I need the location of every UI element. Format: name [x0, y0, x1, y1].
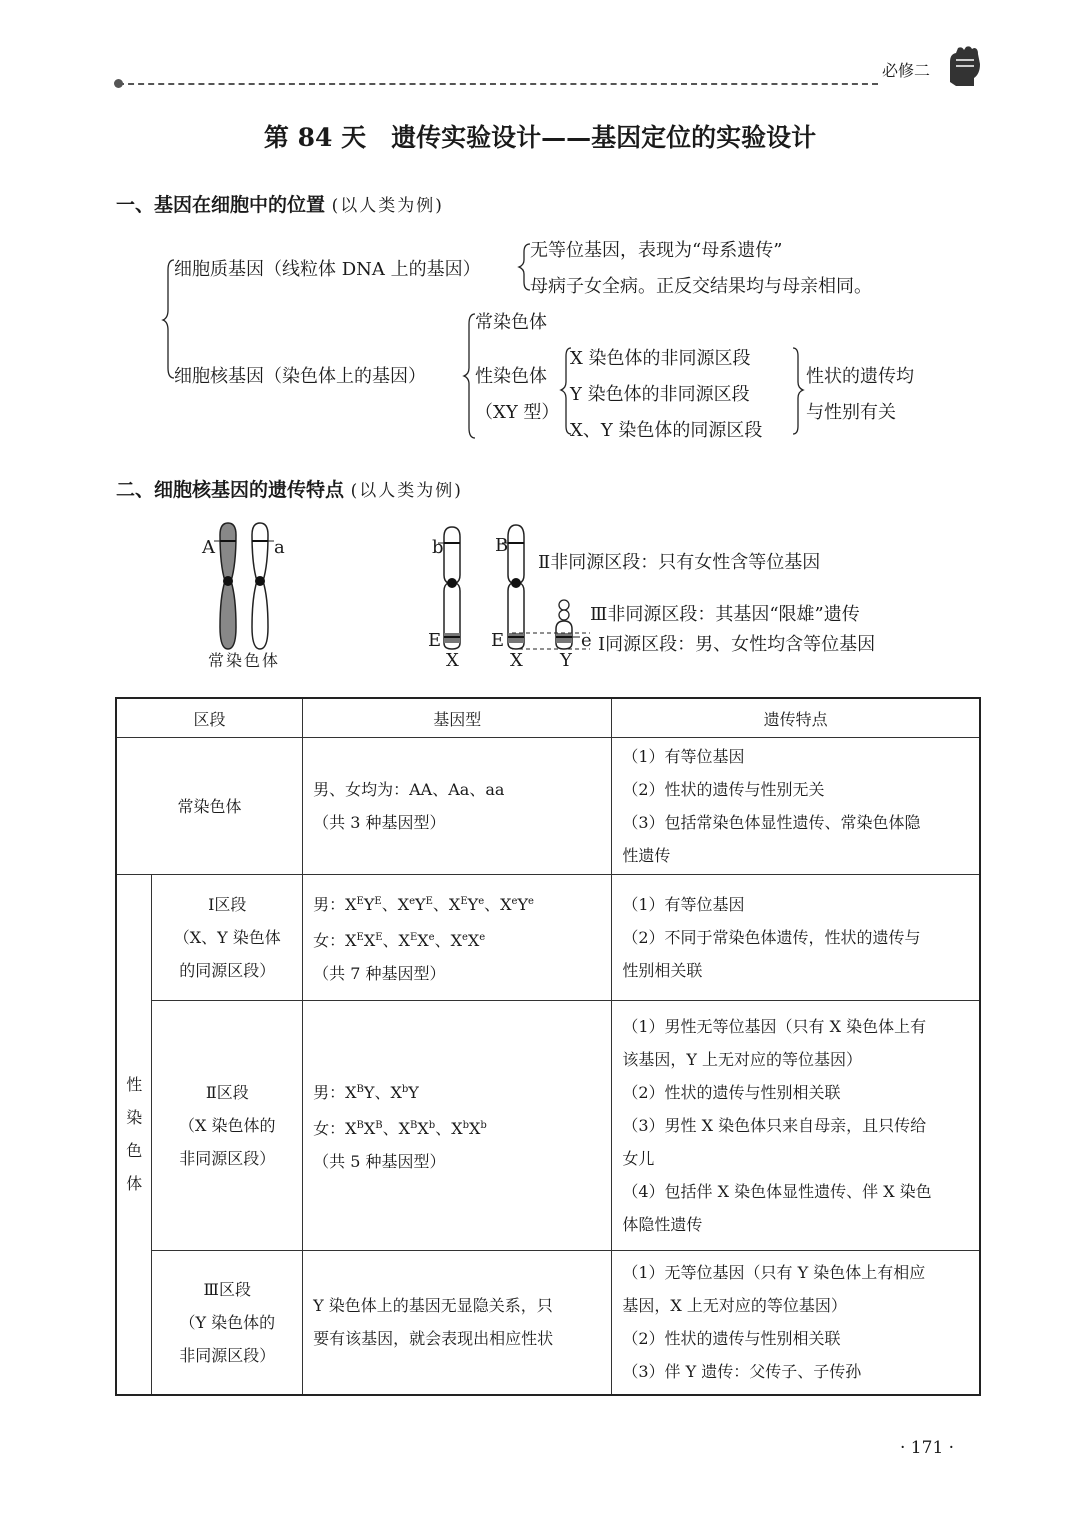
inheritance-table	[115, 697, 981, 1396]
feature-line: 女儿	[622, 1149, 655, 1168]
segment-2-genotype	[303, 1001, 612, 1251]
fist-icon	[944, 44, 982, 88]
genotype-line: Y 染色体上的基因无显隐关系，只	[313, 1296, 553, 1316]
feature-line: （3）男性 X 染色体只来自母亲，且只传给	[622, 1116, 927, 1135]
male-prefix: 男：	[313, 1083, 346, 1102]
feature-line: 该基因，Y 上无对应的等位基因）	[622, 1050, 863, 1069]
female-prefix: 女：	[313, 1119, 346, 1138]
segment-2-name	[152, 1001, 303, 1251]
name-line: （X 染色体的	[179, 1116, 276, 1135]
female-prefix: 女：	[313, 931, 346, 950]
segment-1-count: （共 7 种基因型）	[313, 964, 446, 983]
name-line: 非同源区段）	[179, 1149, 276, 1168]
autosome-genotype-2: （共 3 种基因型）	[313, 813, 446, 832]
header-genotype: 基因型	[303, 698, 612, 738]
autosome-caption: 常染色体	[208, 651, 281, 670]
segment-xy: X、Y 染色体的同源区段	[570, 420, 763, 441]
cyto-feature-1: 无等位基因，表现为“母系遗传”	[530, 240, 783, 261]
segment-3-genotype	[303, 1251, 612, 1395]
page-title: 第 84 天 遗传实验设计——基因定位的实验设计	[263, 123, 817, 152]
feature-line: （3）伴 Y 遗传：父传子、子传孙	[622, 1362, 862, 1382]
table-header-row	[116, 698, 980, 738]
segment-1-female-genotypes: 女：$X^EX^E$、$X^EXe$、XeXe	[313, 931, 486, 950]
conclusion-1: 性状的遗传均	[806, 366, 914, 387]
section2-heading	[116, 475, 463, 502]
label-e: e	[581, 630, 592, 651]
feature-line: 性遗传	[622, 846, 671, 865]
label-Y: Y	[560, 650, 572, 671]
segment-1-features	[612, 875, 980, 1001]
table-row-segment-1	[116, 875, 980, 1001]
name-line: Ⅲ区段	[203, 1279, 251, 1299]
autosome-name: 常染色体	[116, 738, 303, 875]
feature-line: 基因，X 上无对应的等位基因）	[622, 1296, 847, 1316]
feature-line: （4）包括伴 X 染色体显性遗传、伴 X 染色	[622, 1182, 932, 1201]
table-row-segment-3	[116, 1251, 980, 1395]
desc-segment-1: Ⅰ同源区段：男、女性均含等位基因	[598, 634, 876, 655]
page-number: · 171 ·	[900, 1438, 955, 1458]
cytoplasm-gene: 细胞质基因（线粒体 DNA 上的基因）	[174, 259, 481, 280]
feature-line: （1）有等位基因	[622, 895, 745, 914]
vertical-char: 体	[126, 1174, 143, 1194]
name-line: 的同源区段）	[179, 961, 276, 980]
segment-1-genotype	[303, 875, 612, 1001]
label-B: B	[495, 535, 509, 556]
section1-note: (以人类为例)	[331, 196, 444, 216]
sex-chromosome-cell	[116, 875, 152, 1395]
name-line: Ⅰ区段	[208, 895, 247, 914]
feature-line: （2）性状的遗传与性别无关	[622, 780, 825, 799]
feature-line: （1）男性无等位基因（只有 X 染色体上有	[622, 1017, 927, 1036]
name-line: （Y 染色体的	[179, 1312, 276, 1332]
section2-note: (以人类为例)	[350, 481, 463, 501]
cyto-feature-2: 母病子女全病。正反交结果均与母亲相同。	[530, 276, 872, 297]
feature-line: （2）不同于常染色体遗传，性状的遗传与	[622, 928, 921, 947]
feature-line: 体隐性遗传	[622, 1215, 703, 1234]
autosome-white	[252, 523, 268, 649]
autosome-features	[612, 738, 980, 875]
desc-segment-3: Ⅲ非同源区段：其基因“限雄”遗传	[590, 604, 860, 625]
label-X1: X	[446, 650, 459, 671]
segment-y: Y 染色体的非同源区段	[570, 384, 750, 405]
feature-line: 性别相关联	[622, 961, 703, 980]
section1-heading-text: 一、基因在细胞中的位置	[116, 194, 326, 216]
label-a: a	[274, 537, 285, 558]
label-X2: X	[510, 650, 523, 671]
vertical-char: 性	[126, 1075, 143, 1095]
x-chromosome-2	[508, 525, 524, 649]
label-b: b	[432, 537, 444, 558]
autosome-genotype	[303, 738, 612, 875]
desc-segment-2: Ⅱ非同源区段：只有女性含等位基因	[538, 552, 821, 573]
name-line: 非同源区段）	[179, 1345, 276, 1365]
conclusion-2: 与性别有关	[806, 402, 896, 423]
segment-x: X 染色体的非同源区段	[570, 348, 751, 369]
header-label: 必修二	[882, 61, 931, 80]
segment-1-male-genotypes: 男：$X^EY^E$、$XeY^E$、$X^EY^e$、$XeY^e$	[313, 895, 534, 914]
label-E2: E	[491, 630, 505, 651]
x-chromosome-1	[444, 527, 460, 649]
autosome-genotype-1: 男、女均为：AA、Aa、aa	[313, 780, 505, 799]
autosome-shaded	[220, 523, 236, 649]
segment-3-name	[152, 1251, 303, 1395]
genotype-line: 要有该基因，就会表现出相应性状	[313, 1329, 554, 1349]
segment-3-features	[612, 1251, 980, 1395]
male-prefix: 男：	[313, 895, 346, 914]
vertical-char: 色	[126, 1141, 143, 1161]
header-segment: 区段	[116, 698, 303, 738]
vertical-char: 染	[126, 1108, 143, 1128]
segment-2-count: （共 5 种基因型）	[313, 1152, 446, 1171]
section2-heading-text: 二、细胞核基因的遗传特点	[116, 479, 345, 501]
segment-1-name	[152, 875, 303, 1001]
header-dashed-line	[118, 83, 878, 85]
header-features: 遗传特点	[612, 698, 980, 738]
table-row-autosome	[116, 738, 980, 875]
xy-type-label: （XY 型）	[475, 402, 560, 423]
name-line: Ⅱ区段	[205, 1083, 249, 1102]
label-A: A	[202, 537, 215, 558]
autosome-label: 常染色体	[475, 312, 547, 333]
y-chromosome	[556, 600, 572, 649]
feature-line: （1）无等位基因（只有 Y 染色体上有相应	[622, 1263, 926, 1283]
segment-2-female-genotypes: 女：$X^BX^B$、$X^BX^b$、$X^bX^b$	[313, 1119, 487, 1138]
feature-line: （2）性状的遗传与性别相关联	[622, 1329, 841, 1349]
nucleus-gene: 细胞核基因（染色体上的基因）	[174, 366, 426, 387]
name-line: （X、Y 染色体	[173, 928, 281, 947]
segment-2-features	[612, 1001, 980, 1251]
sex-chromosome-label: 性染色体	[475, 366, 547, 387]
feature-line: （1）有等位基因	[622, 747, 745, 766]
label-E1: E	[428, 630, 442, 651]
segment-2-male-genotypes: 男：$X^BY$、$X^bY$	[313, 1083, 419, 1102]
feature-line: （3）包括常染色体显性遗传、常染色体隐	[622, 813, 921, 832]
feature-line: （2）性状的遗传与性别相关联	[622, 1083, 841, 1102]
table-row-segment-2	[116, 1001, 980, 1251]
section1-heading	[116, 190, 444, 217]
